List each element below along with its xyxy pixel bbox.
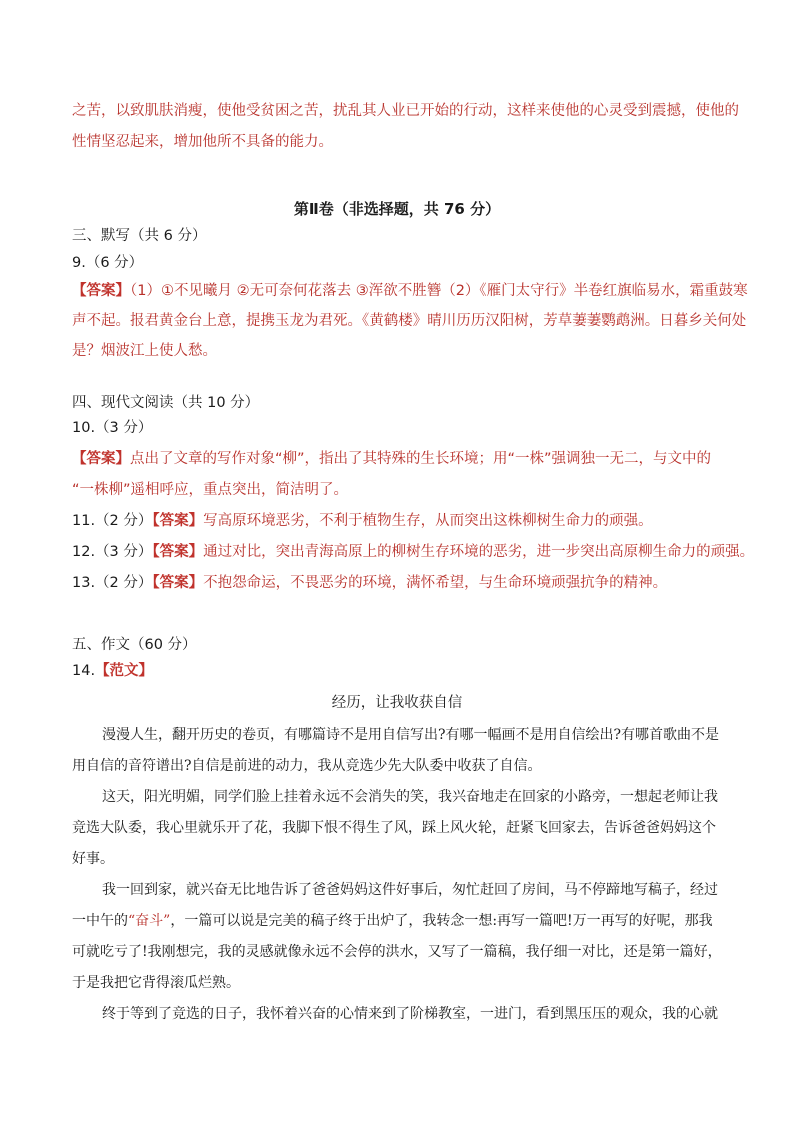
question-number-9: 9.（6 分） [72, 255, 144, 271]
answer-9-line-1 [72, 281, 748, 301]
essay-highlight: “奋斗” [128, 913, 171, 929]
question-number-10: 10.（3 分） [72, 420, 153, 436]
question-14 [72, 661, 724, 681]
answer-tag: 【答案】 [152, 575, 204, 591]
answer-tag: 【答案】 [72, 283, 130, 299]
essay-p4-line-1: 终于等到了竞选的日子，我怀着兴奋的心情来到了阶梯教室，一进门，看到黑压压的观众，我的心就 [102, 1006, 718, 1022]
essay-p3-line-4: 于是我把它背得滚瓜烂熟。 [72, 975, 240, 991]
section-heading-dictation: 三、默写（共 6 分） [72, 228, 207, 244]
answer-10-line-2: “一株柳”遥相呼应，重点突出，简洁明了。 [72, 482, 349, 498]
answer-13-text: 不抱怨命运，不畏恶劣的环境，满怀希望，与生命环境顽强抗争的精神。 [203, 575, 668, 591]
answer-11 [72, 511, 724, 531]
section-heading-composition: 五、作文（60 分） [72, 637, 197, 653]
question-number-13: 13.（2 分） [72, 575, 153, 591]
essay-text: ，一篇可以说是完美的稿子终于出炉了，我转念一想:再写一篇吧!万一再写的好呢，那我 [170, 913, 713, 929]
essay-p1-line-2: 用自信的音符谱出?自信是前进的动力，我从竞选少先大队委中收获了自信。 [72, 758, 542, 774]
question-number-11: 11.（2 分） [72, 513, 153, 529]
essay-text: 一中午的 [72, 913, 128, 929]
answer-tag: 【答案】 [152, 544, 204, 560]
answer-10-text: 点出了文章的写作对象“柳”，指出了其特殊的生长环境；用“一株”强调独一无二，与文中的 [130, 451, 712, 467]
sample-essay-tag: 【范文】 [95, 663, 154, 679]
essay-p2-line-2: 竞选大队委，我心里就乐开了花，我脚下恨不得生了风，踩上风火轮，赶紧飞回家去，告诉爸爸妈妈这个 [72, 820, 716, 836]
answer-13 [72, 573, 724, 593]
essay-p3-line-1: 我一回到家，就兴奋无比地告诉了爸爸妈妈这件好事后，匆忙赶回了房间，马不停蹄地写稿子，经过 [102, 882, 718, 898]
question-number-14: 14. [72, 663, 96, 679]
essay-title: 经历，让我收获自信 [331, 695, 463, 711]
answer-9-line-2: 声不起。报君黄金台上意，提携玉龙为君死。《黄鹤楼》晴川历历汉阳树，芳草萋萋鹦鹉洲。日暮乡关何处 [72, 313, 747, 329]
answer-tag: 【答案】 [72, 451, 130, 467]
answer-10-line-1 [72, 449, 724, 469]
part-title: 第Ⅱ卷（非选择题，共 76 分） [293, 200, 501, 218]
essay-p2-line-3: 好事。 [72, 851, 114, 867]
answer-9-line-3: 是？烟波江上使人愁。 [72, 343, 217, 359]
intro-line-1: 之苦，以致肌肤消瘦，使他受贫困之苦，扰乱其人业已开始的行动，这样来使他的心灵受到震撼，使他的 [72, 103, 739, 119]
section-heading-reading: 四、现代文阅读（共 10 分） [72, 395, 260, 411]
answer-9-text: （1）①不见曦月 ②无可奈何花落去 ③浑欲不胜簪（2）《雁门太守行》半卷红旗临易水，霜重鼓寒 [130, 283, 748, 299]
answer-12 [72, 542, 755, 562]
answer-11-text: 写高原环境恶劣，不利于植物生存，从而突出这株柳树生命力的顽强。 [203, 513, 653, 529]
essay-p2-line-1: 这天，阳光明媚，同学们脸上挂着永远不会消失的笑，我兴奋地走在回家的小路旁，一想起老师让我 [102, 789, 718, 805]
intro-line-2: 性情坚忍起来，增加他所不具备的能力。 [72, 134, 333, 150]
question-number-12: 12.（3 分） [72, 544, 153, 560]
essay-p3-line-2 [72, 911, 724, 931]
answer-12-text: 通过对比，突出青海高原上的柳树生存环境的恶劣，进一步突出高原柳生命力的顽强。 [203, 544, 755, 560]
essay-p3-line-3: 可就吃亏了!我刚想完，我的灵感就像永远不会停的洪水，又写了一篇稿，我仔细一对比，还是第一篇好， [72, 944, 722, 960]
essay-p1-line-1: 漫漫人生，翻开历史的卷页，有哪篇诗不是用自信写出?有哪一幅画不是用自信绘出?有哪首歌曲不是 [102, 727, 720, 743]
answer-tag: 【答案】 [152, 513, 204, 529]
